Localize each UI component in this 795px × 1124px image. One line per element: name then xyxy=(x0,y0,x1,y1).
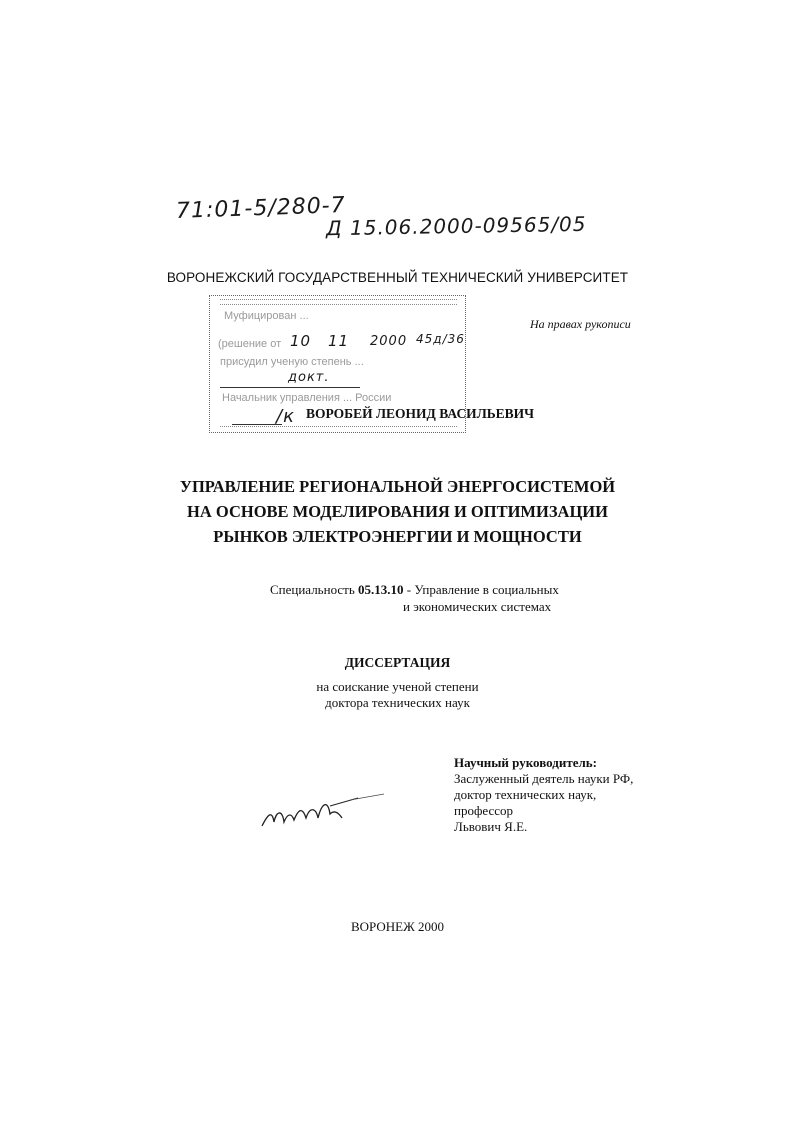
university-name: ВОРОНЕЖСКИЙ ГОСУДАРСТВЕННЫЙ ТЕХНИЧЕСКИЙ УНИВЕРСИТЕТ xyxy=(166,270,629,285)
advisor-heading: Научный руководитель: xyxy=(454,755,597,770)
specialty-name: - Управление в социальных xyxy=(406,582,559,597)
degree-line-1: на соискание ученой степени xyxy=(316,679,479,694)
advisor-line: Заслуженный деятель науки РФ, xyxy=(454,771,634,786)
stamp-degree-label: присудил ученую степень ... xyxy=(220,356,364,368)
advisor-line: профессор xyxy=(454,803,514,818)
degree-line-2: доктора технических наук xyxy=(325,695,470,710)
stamp-number: 45д/36 xyxy=(416,332,465,346)
stamp-decision-label: (решение от xyxy=(218,338,282,350)
stamp-year: 2000 xyxy=(370,334,408,349)
title-line: УПРАВЛЕНИЕ РЕГИОНАЛЬНОЙ ЭНЕРГОСИСТЕМОЙ xyxy=(179,477,616,496)
advisor-name: Львович Я.Е. xyxy=(454,819,528,834)
handwritten-registration-code: Д 15.06.2000-09565/05 xyxy=(325,211,587,241)
handwritten-signature xyxy=(258,788,388,838)
dissertation-heading: ДИССЕРТАЦИЯ xyxy=(344,655,451,670)
stamp-day: 10 xyxy=(290,332,312,350)
specialty-name-cont: и экономических системах xyxy=(403,599,552,614)
stamp-degree: докт. xyxy=(288,370,330,385)
specialty xyxy=(270,581,559,615)
advisor-line: доктор технических наук, xyxy=(454,787,597,802)
city-year: ВОРОНЕЖ 2000 xyxy=(350,919,445,934)
author-name: ВОРОБЕЙ ЛЕОНИД ВАСИЛЬЕВИЧ xyxy=(306,406,535,421)
stamp-header: Муфицирован ... xyxy=(224,310,309,322)
rights-note: На правах рукописи xyxy=(530,317,631,331)
stamp-head-label: Начальник управления ... России xyxy=(222,392,392,404)
handwritten-archive-code: 71:01-5/280-7 xyxy=(175,193,347,224)
stamp-month: 11 xyxy=(328,332,350,350)
dissertation-title xyxy=(0,474,795,549)
advisor-block xyxy=(454,755,633,835)
specialty-code: 05.13.10 xyxy=(358,582,404,597)
title-line: РЫНКОВ ЭЛЕКТРОЭНЕРГИИ И МОЩНОСТИ xyxy=(213,527,582,546)
specialty-prefix: Специальность xyxy=(270,582,355,597)
title-line: НА ОСНОВЕ МОДЕЛИРОВАНИЯ И ОПТИМИЗАЦИИ xyxy=(187,502,608,521)
stamp-signature: /к xyxy=(276,406,295,427)
